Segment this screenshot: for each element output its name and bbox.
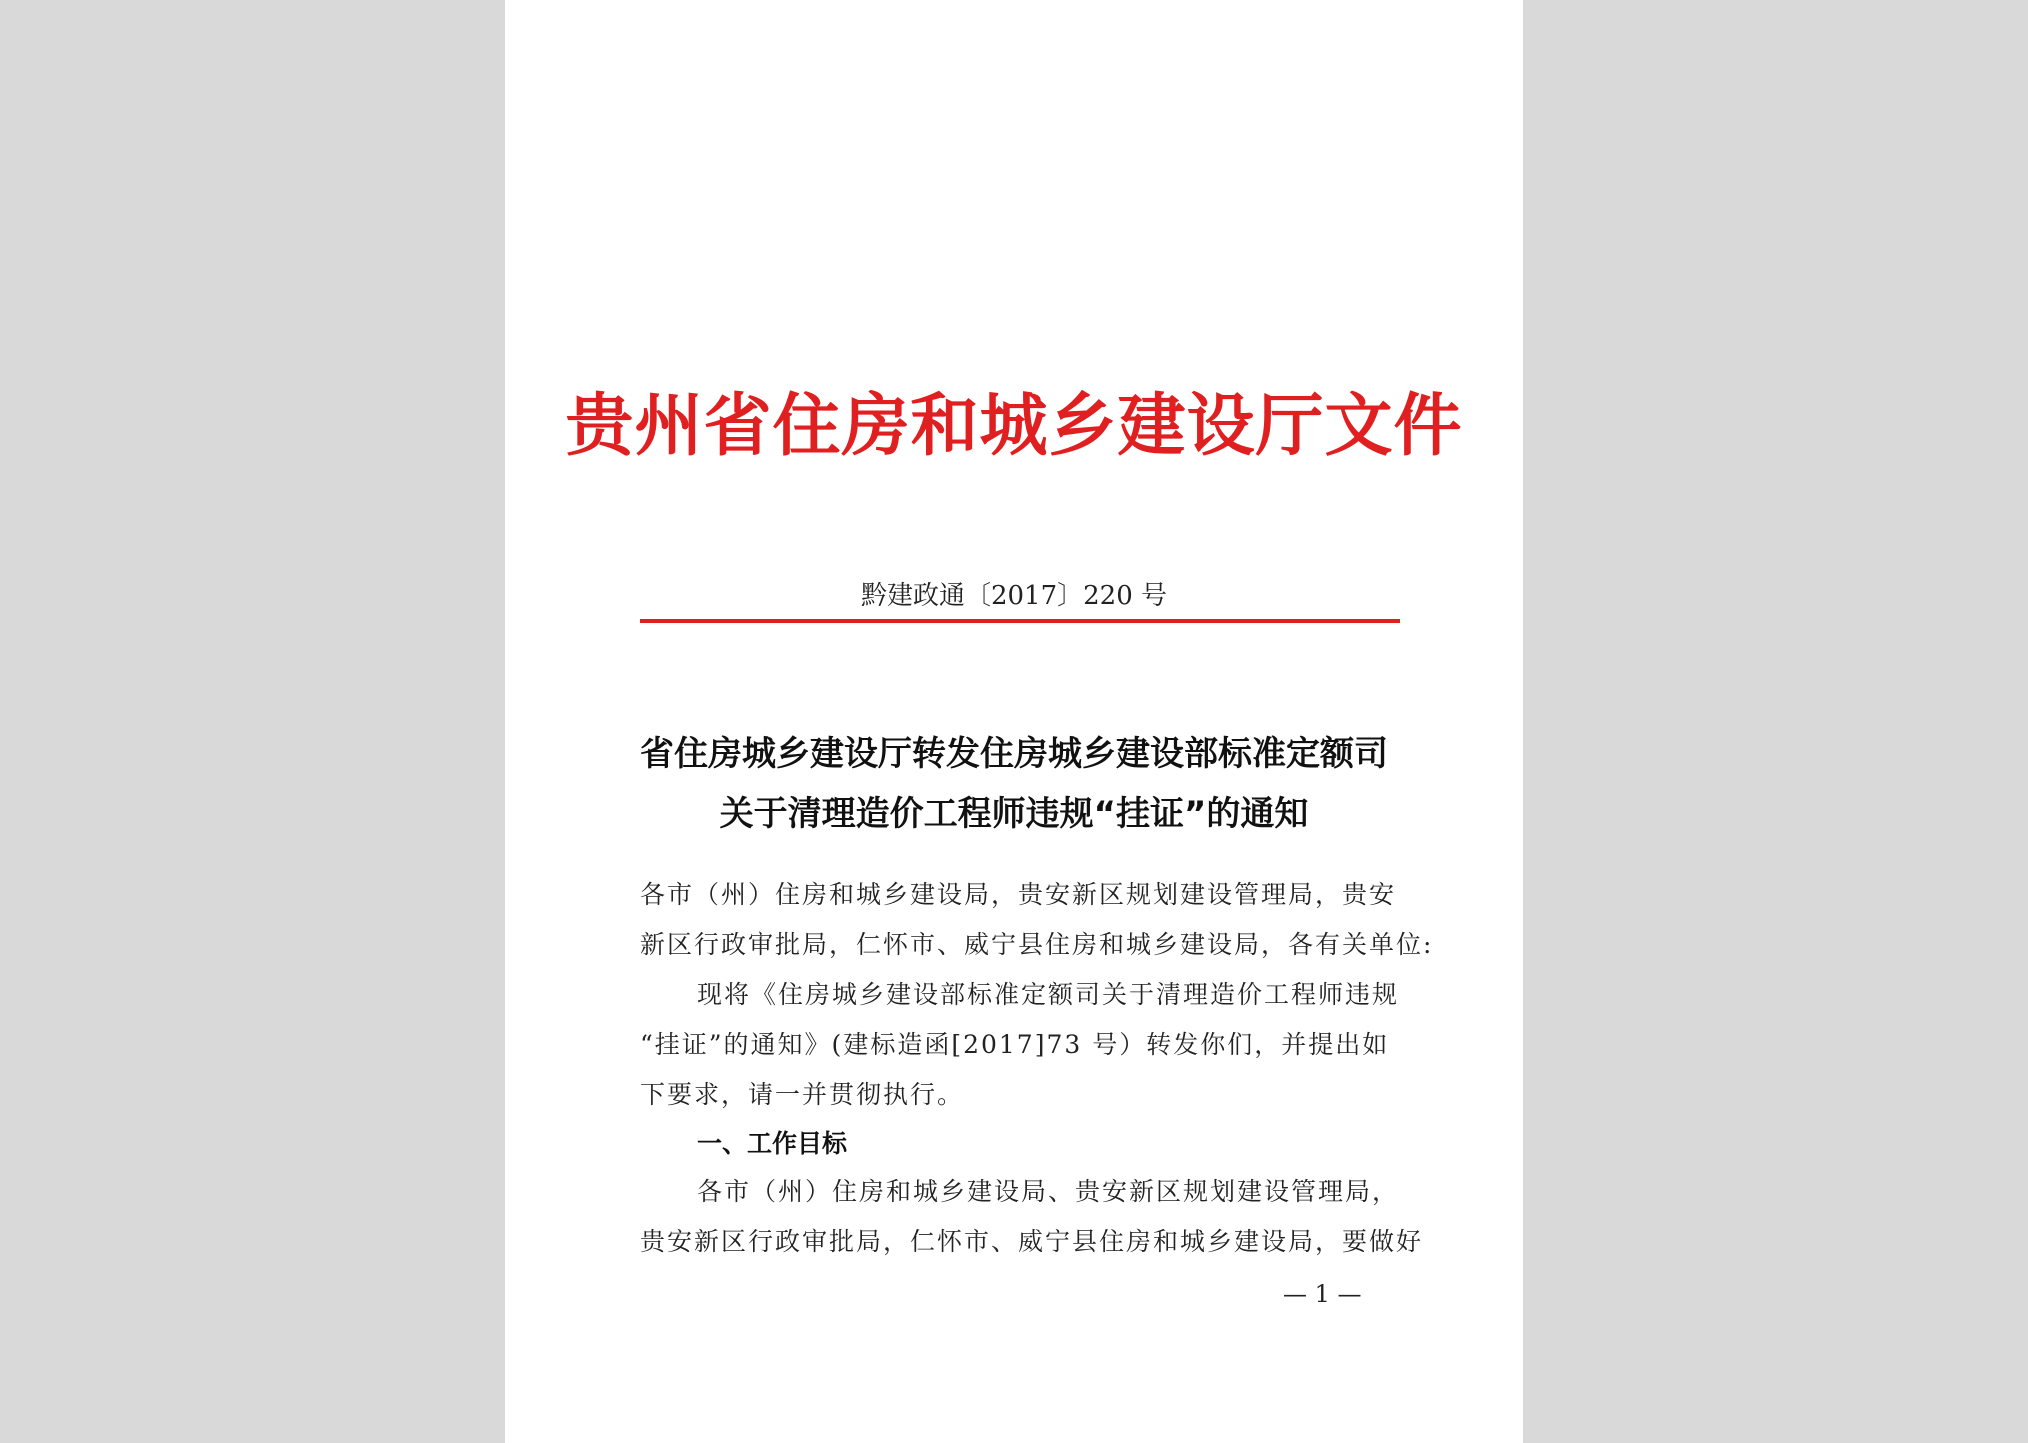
paragraph-1-line-3: 下要求，请一并贯彻执行。 xyxy=(640,1080,965,1109)
addressee-line-1: 各市（州）住房和城乡建设局，贵安新区规划建设管理局，贵安 xyxy=(640,880,1397,909)
paragraph-2-line-1: 各市（州）住房和城乡建设局、贵安新区规划建设管理局， xyxy=(697,1177,1400,1206)
section-1-heading: 一、工作目标 xyxy=(697,1129,848,1158)
issuer-title: 贵州省住房和城乡建设厅文件 xyxy=(565,387,1463,466)
document-title-line-1: 省住房城乡建设厅转发住房城乡建设部标准定额司 xyxy=(640,734,1388,774)
paragraph-1-line-1: 现将《住房城乡建设部标准定额司关于清理造价工程师违规 xyxy=(697,980,1400,1009)
page-number: — 1 — xyxy=(1283,1280,1362,1308)
document-page xyxy=(505,0,1523,1443)
paragraph-1-line-2: “挂证”的通知》(建标造函[2017]73 号）转发你们，并提出如 xyxy=(640,1030,1390,1059)
red-divider xyxy=(640,619,1400,623)
addressee-line-2: 新区行政审批局，仁怀市、威宁县住房和城乡建设局，各有关单位: xyxy=(640,930,1434,959)
document-number: 黔建政通〔2017〕220 号 xyxy=(860,581,1168,611)
paragraph-2-line-2: 贵安新区行政审批局，仁怀市、威宁县住房和城乡建设局，要做好 xyxy=(640,1227,1424,1256)
document-title-line-2: 关于清理造价工程师违规“挂证”的通知 xyxy=(719,794,1309,834)
